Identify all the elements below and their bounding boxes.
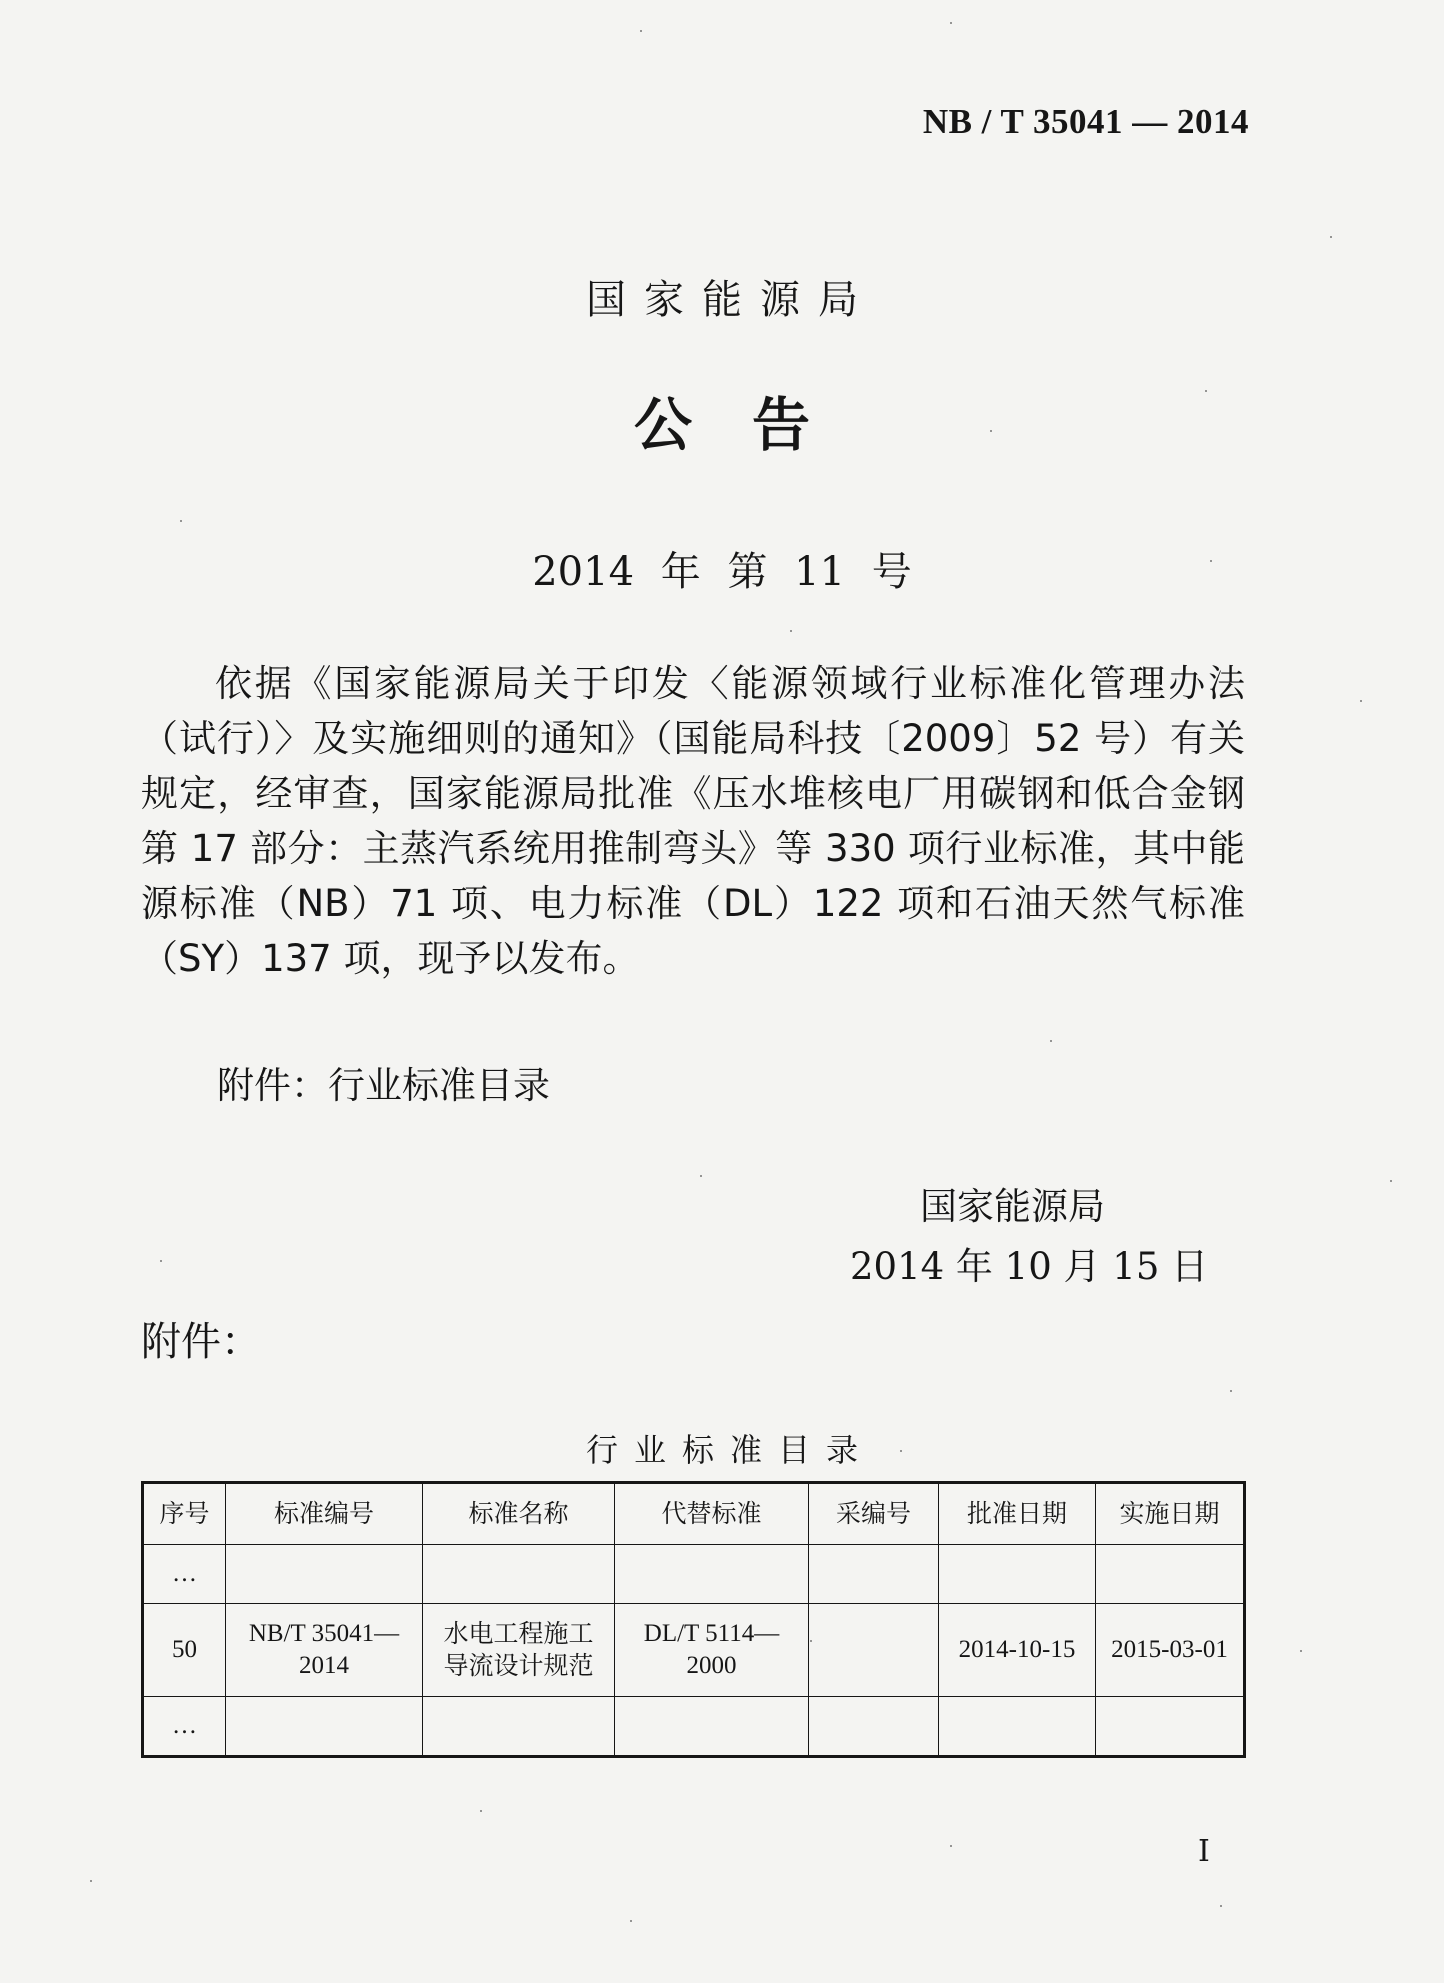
column-header: 实施日期 <box>1096 1483 1245 1545</box>
column-header: 标准编号 <box>226 1483 423 1545</box>
announcement-body: 依据《国家能源局关于印发〈能源领域行业标准化管理办法（试行）〉及实施细则的通知》（国能局科技〔2009〕52 号）有关规定，经审查，国家能源局批准《压水堆核电厂用碳钢和低合金钢 第 17 部分：主蒸汽系统用推制弯头》等 330 项行业标准，其中能源标准（NB）71 项、电力标准（DL）122 项和石油天然气标准（SY）137 项，现予以发布。 <box>141 662 1245 980</box>
column-header: 序号 <box>143 1483 226 1545</box>
cell-line: NB/T 35041— <box>248 1620 400 1647</box>
cell-seq: 50 <box>143 1604 226 1697</box>
cell-line: DL/T 5114— <box>643 1620 780 1647</box>
cell-code <box>226 1604 423 1697</box>
table-header-row <box>143 1483 1245 1545</box>
cell-line: 导流设计规范 <box>443 1651 594 1680</box>
cell-seq: … <box>143 1697 226 1757</box>
cell-approved <box>939 1697 1096 1757</box>
issue-number: 2014 年 第 11 号 <box>532 549 912 595</box>
cell-seq: … <box>143 1545 226 1604</box>
standard-code: NB / T 35041 — 2014 <box>922 102 1249 141</box>
cell-line: 水电工程施工 <box>443 1619 594 1648</box>
cell-replaces <box>615 1545 809 1604</box>
attachment-note: 附件：行业标准目录 <box>217 1064 550 1107</box>
cell-name <box>423 1604 615 1697</box>
column-header: 批准日期 <box>939 1483 1096 1545</box>
column-header: 标准名称 <box>423 1483 615 1545</box>
column-header: 代替标准 <box>615 1483 809 1545</box>
cell-name <box>423 1545 615 1604</box>
signature-date: 2014 年 10 月 15 日 <box>850 1245 1209 1288</box>
cell-approved <box>939 1545 1096 1604</box>
cell-replaces <box>615 1604 809 1697</box>
table-row <box>143 1545 1245 1604</box>
cell-effective <box>1096 1545 1245 1604</box>
cell-adopt <box>809 1697 939 1757</box>
attachment-label: 附件： <box>141 1319 261 1365</box>
table-title: 行业标准目录 <box>585 1431 874 1469</box>
cell-name <box>423 1697 615 1757</box>
cell-effective <box>1096 1697 1245 1757</box>
table-row <box>143 1697 1245 1757</box>
cell-replaces <box>615 1697 809 1757</box>
cell-effective: 2015-03-01 <box>1096 1604 1245 1697</box>
cell-code <box>226 1697 423 1757</box>
table-row <box>143 1604 1245 1697</box>
cell-adopt <box>809 1545 939 1604</box>
page-number: I <box>1198 1834 1210 1869</box>
column-header: 采编号 <box>809 1483 939 1545</box>
issuer-heading: 国家能源局 <box>586 277 876 323</box>
cell-approved: 2014-10-15 <box>939 1604 1096 1697</box>
cell-line: 2014 <box>299 1652 349 1679</box>
standards-table <box>141 1481 1246 1758</box>
signature-organization: 国家能源局 <box>920 1185 1105 1228</box>
document-type-title: 公告 <box>633 391 870 459</box>
cell-code <box>226 1545 423 1604</box>
cell-adopt <box>809 1604 939 1697</box>
cell-line: 2000 <box>686 1652 737 1679</box>
